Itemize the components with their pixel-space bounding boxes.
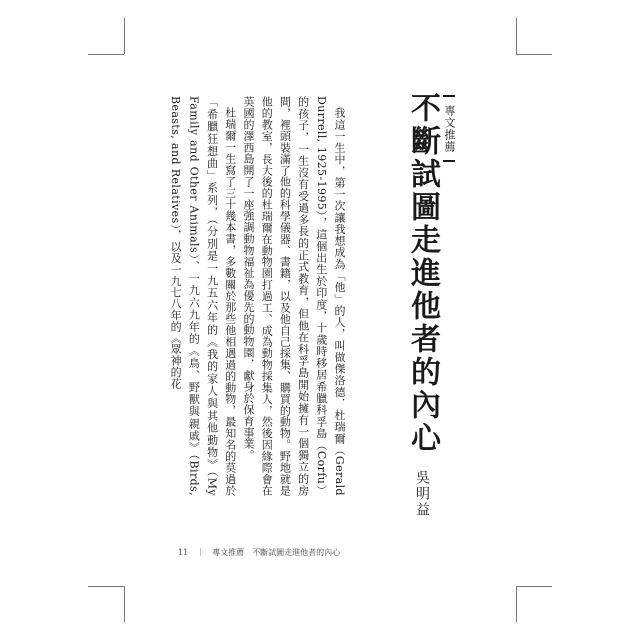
page-number: 11 — [178, 548, 189, 557]
crop-mark-bl-h — [88, 586, 124, 587]
paragraph: 杜瑞爾一生寫了三十幾本書，多數關於那些他相遇過的動物，最知名的莫過於「希臘狂想曲」系列，（分別是一九五六年的《我的家人與其他動物》（My Family and Other Animals）、一九六九年的《鳥、野獸與親戚》（Birds, Beasts, and Relatives），以及一九七八年的《眾神的花 — [169, 96, 237, 496]
author-name: 吳明益 — [414, 470, 430, 518]
body-text — [166, 96, 348, 496]
crop-mark-br-v — [516, 586, 517, 622]
crop-mark-br-h — [516, 586, 552, 587]
crop-mark-tl-v — [124, 18, 125, 54]
footer-section: 專文推薦 — [212, 548, 245, 557]
article-title: 不斷試圖走進他者的內心 — [405, 92, 440, 455]
section-tag-label: 專文推薦 — [443, 104, 456, 153]
crop-mark-tr-h — [516, 54, 552, 55]
section-tag — [443, 92, 455, 165]
crop-mark-tr-v — [516, 18, 517, 54]
paragraph: 我這一生中，第一次讓我想成為「他」的人，叫做傑洛德．杜瑞爾（Gerald Durrell, 1925-1995），這個出生於印度，十歲時移居希臘科孚島（Corfu）的孩子，一生沒有受過多長的正式教育，但他在科孚島開始擁有一個獨立的房間，裡頭裝滿了他的科學儀器、書籍，以及他自己採集、購買的動物。野地就是他的教室，長大後的杜瑞爾在動物園打過工、成為動物採集人，然後因緣際會在英國的澤西島開了一座強調動物福祉為優先的動物園，獻身於保育事業。 — [241, 96, 346, 496]
crop-mark-bl-v — [124, 586, 125, 622]
section-tag-bar-bottom — [443, 160, 455, 162]
running-title: 不斷試圖走進他者的內心 — [252, 548, 341, 557]
footer-separator: ｜ — [196, 548, 205, 557]
section-tag-bar-top — [443, 95, 455, 97]
crop-mark-tl-h — [88, 54, 124, 55]
page-footer — [178, 548, 348, 558]
